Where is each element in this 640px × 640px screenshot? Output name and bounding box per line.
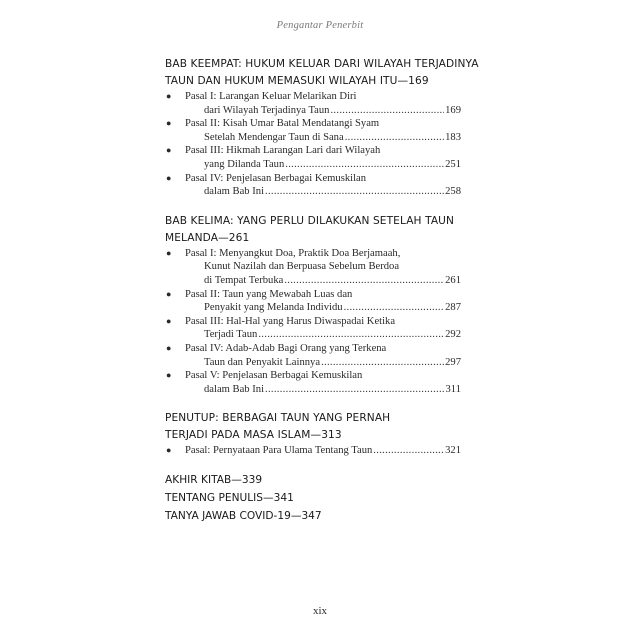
toc-entry xyxy=(165,315,461,342)
bullet-icon: ● xyxy=(166,315,172,326)
chapter-title-line: PENUTUP: BERBAGAI TAUN YANG PERNAH xyxy=(165,412,391,425)
entry-text: yang Dilanda Taun xyxy=(204,158,285,170)
toc-entry xyxy=(165,369,461,396)
leader-dots xyxy=(258,328,444,342)
chapter-penutup xyxy=(165,410,461,458)
toc-entry xyxy=(165,342,461,369)
bullet-icon: ● xyxy=(166,247,172,258)
leader-dots xyxy=(330,104,444,118)
toc-entry xyxy=(165,172,461,199)
page-number: 292 xyxy=(445,329,461,341)
entry-text: dari Wilayah Terjadinya Taun xyxy=(204,104,330,116)
page-number: 258 xyxy=(445,186,461,198)
leader-dots xyxy=(345,131,444,145)
leader-dots xyxy=(285,158,444,172)
entry-text: Penyakit yang Melanda Individu xyxy=(204,302,343,314)
entry-text: Pasal I: Larangan Keluar Melarikan Diri xyxy=(185,91,357,102)
section-list xyxy=(165,90,461,199)
chapter-title-line: TAUN DAN HUKUM MEMASUKI WILAYAH ITU—169 xyxy=(165,75,429,87)
entry-text: Pasal II: Kisah Umar Batal Mendatangi Syam xyxy=(185,118,380,130)
entry-text: dalam Bab Ini xyxy=(204,383,265,395)
chapter-bab-keempat xyxy=(165,56,479,199)
bullet-icon: ● xyxy=(166,172,172,183)
entry-text: Pasal I: Menyangkut Doa, Praktik Doa Berjamaah, xyxy=(185,247,401,259)
entry-text: Kunut Nazilah dan Berpuasa Sebelum Berdoa xyxy=(204,261,400,273)
chapter-title-line: MELANDA—261 xyxy=(165,231,250,244)
chapter-title-line: BAB KELIMA: YANG PERLU DILAKUKAN SETELAH TAUN xyxy=(165,214,455,227)
bullet-icon: ● xyxy=(166,370,172,381)
leader-dots xyxy=(373,444,444,458)
section-list xyxy=(165,444,461,458)
page-number: 251 xyxy=(445,158,461,170)
bullet-icon: ● xyxy=(166,91,172,101)
page-number: 311 xyxy=(445,383,461,395)
entry-text: Terjadi Taun xyxy=(204,329,258,341)
page-number: 183 xyxy=(445,131,461,143)
entry-text: Taun dan Penyakit Lainnya xyxy=(204,356,321,368)
back-matter-tanya-jawab: TANYA JAWAB COVID-19—347 xyxy=(165,509,322,522)
toc-entry xyxy=(165,90,461,117)
entry-text: dalam Bab Ini xyxy=(204,186,265,198)
back-matter-akhir-kitab: AKHIR KITAB—339 xyxy=(165,473,263,486)
leader-dots xyxy=(344,301,445,315)
leader-dots xyxy=(284,274,444,288)
entry-text: Pasal II: Taun yang Mewabah Luas dan xyxy=(185,288,353,300)
back-matter-tentang-penulis: TENTANG PENULIS—341 xyxy=(165,491,294,504)
page-number: 321 xyxy=(445,445,461,457)
entry-text: Pasal III: Hikmah Larangan Lari dari Wilayah xyxy=(185,145,381,157)
toc-entry xyxy=(165,444,461,458)
entry-text: Setelah Mendengar Taun di Sana xyxy=(204,131,344,143)
leader-dots xyxy=(265,185,444,199)
entry-text: Pasal IV: Adab-Adab Bagi Orang yang Terkena xyxy=(185,342,387,354)
bullet-icon: ● xyxy=(166,288,172,299)
toc-entry xyxy=(165,288,461,315)
bullet-icon: ● xyxy=(166,145,172,156)
entry-text: Pasal III: Hal-Hal yang Harus Diwaspadai Ketika xyxy=(185,315,396,327)
chapter-title-line: TERJADI PADA MASA ISLAM—313 xyxy=(165,429,342,442)
page-number: 297 xyxy=(445,356,461,368)
toc-entry xyxy=(165,117,461,144)
entry-text: Pasal IV: Penjelasan Berbagai Kemuskilan xyxy=(185,172,367,184)
entry-text: di Tempat Terbuka xyxy=(204,274,284,286)
page-number: 287 xyxy=(445,302,461,314)
bullet-icon: ● xyxy=(166,445,172,456)
page-number: 169 xyxy=(445,104,461,116)
leader-dots xyxy=(265,383,444,397)
table-of-contents xyxy=(165,56,479,526)
bullet-icon: ● xyxy=(166,118,172,129)
page-folio: xix xyxy=(312,605,328,617)
running-head: Pengantar Penerbit xyxy=(276,20,364,31)
toc-entry xyxy=(165,247,461,288)
bullet-icon: ● xyxy=(166,342,172,353)
chapter-bab-kelima xyxy=(165,213,461,397)
entry-text: Pasal V: Penjelasan Berbagai Kemuskilan xyxy=(185,370,363,382)
chapter-title-line: BAB KEEMPAT: HUKUM KELUAR DARI WILAYAH TERJADINYA xyxy=(165,58,479,70)
page-number: 261 xyxy=(445,274,461,286)
entry-text: Pasal: Pernyataan Para Ulama Tentang Taun xyxy=(185,445,373,457)
toc-entry xyxy=(165,144,461,171)
leader-dots xyxy=(321,356,444,370)
section-list xyxy=(165,247,461,397)
